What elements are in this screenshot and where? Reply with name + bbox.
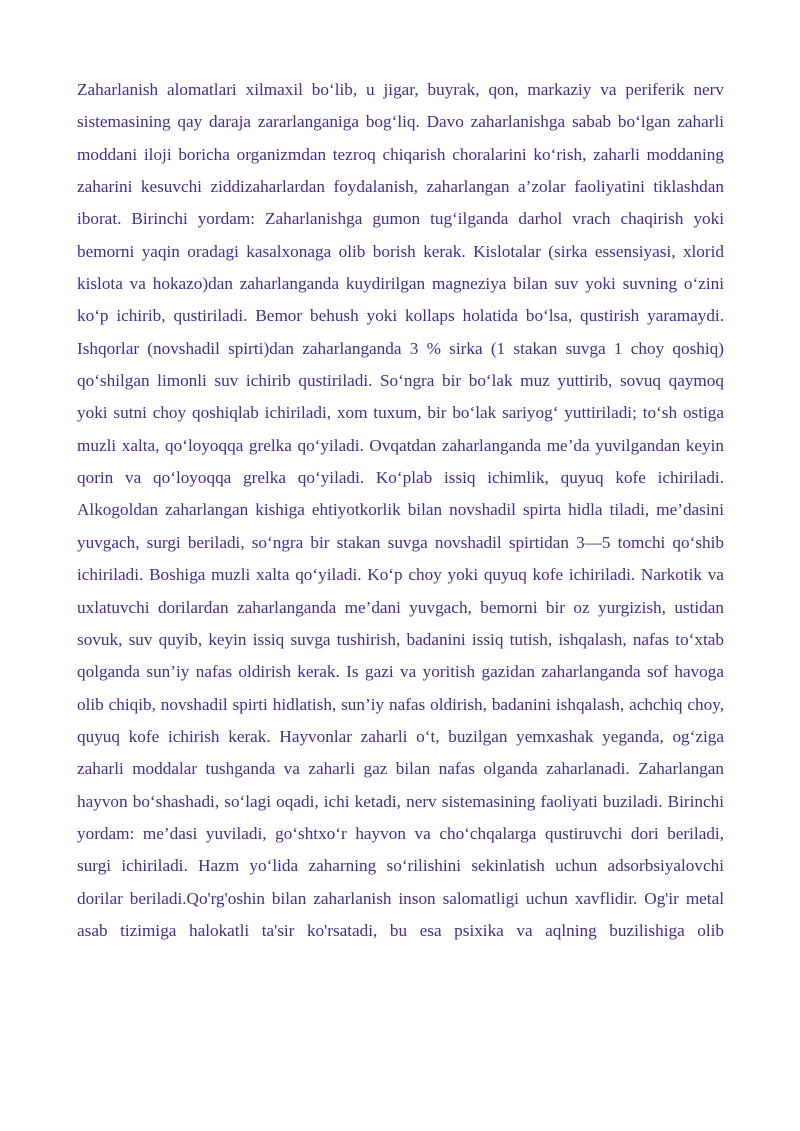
body-paragraph: Zaharlanish alomatlari xilmaxil bo‘lib, u jigar, buyrak, qon, markaziy va periferik nerv sistemasining qay daraja zararlanganiga bog‘liq. Davo zaharlanishga sabab bo‘lgan zaharli moddani iloji boricha organizmdan tezroq chiqarish choralarini ko‘rish, zaharli moddaning zaharini kesuvchi ziddizaharlardan foydalanish, zaharlangan a’zolar faoliyatini tiklashdan iborat. Birinchi yordam: Zaharlanishga gumon tug‘ilganda darhol vrach chaqirish yoki bemorni yaqin oradagi kasalxonaga olib borish kerak. Kislotalar (sirka essensiyasi, xlorid kislota va hokazo)dan zaharlanganda kuydirilgan magneziya bilan suv yoki suvning o‘zini ko‘p ichirib, qustiriladi. Bemor behush yoki kollaps holatida bo‘lsa, qustirish yaramaydi. Ishqorlar (novshadil spirti)dan zaharlanganda 3 % sirka (1 stakan suvga 1 choy qoshiq) qo‘shilgan limonli suv ichirib qustiriladi. So‘ngra bir bo‘lak muz yuttirib, sovuq qaymoq yoki sutni choy qoshiqlab ichiriladi, xom tuxum, bir bo‘lak sariyog‘ yuttiriladi; to‘sh ostiga muzli xalta, qo‘loyoqqa grelka qo‘yiladi. Ovqatdan zaharlanganda me’da yuvilgandan keyin qorin va qo‘loyoqqa grelka qo‘yiladi. Ko‘plab issiq ichimlik, quyuq kofe ichiriladi. Alkogoldan zaharlangan kishiga ehtiyotkorlik bilan novshadil spirta hidla tiladi, me’dasini yuvgach, surgi beriladi, so‘ngra bir stakan suvga novshadil spirtidan 3—5 tomchi qo‘shib ichiriladi. Boshiga muzli xalta qo‘yiladi. Ko‘p choy yoki quyuq kofe ichiriladi. Narkotik va uxlatuvchi dorilardan zaharlanganda me’dani yuvgach, bemorni bir oz yurgizish, ustidan sovuk, suv quyib, keyin issiq suvga tushirish, badanini issiq tutish, ishqalash, nafas to‘xtab qolganda sun’iy nafas oldirish kerak. Is gazi va yoritish gazidan zaharlanganda sof havoga olib chiqib, novshadil spirti hidlatish, sun’iy nafas oldirish, badanini ishqalash, achchiq choy, quyuq kofe ichirish kerak. Hayvonlar zaharli o‘t, buzilgan yemxashak yeganda, og‘ziga zaharli moddalar tushganda va zaharli gaz bilan nafas olganda zaharlanadi. Zaharlangan hayvon bo‘shashadi, so‘lagi oqadi, ichi ketadi, nerv sistemasining faoliyati buziladi. Birinchi yordam: me’dasi yuviladi, go‘shtxo‘r hayvon va cho‘chqalarga qustiruvchi dori beriladi, surgi ichiriladi. Hazm yo‘lida zaharning so‘rilishini sekinlatish uchun adsorbsiyalovchi dorilar beriladi.Qo'rg'oshin bilan zaharlanish inson salomatligi uchun xavflidir. Og'ir metal asab tizimiga halokatli ta'sir ko'rsatadi, bu esa psixika va aqlning buzilishiga olib: [77, 80, 724, 940]
